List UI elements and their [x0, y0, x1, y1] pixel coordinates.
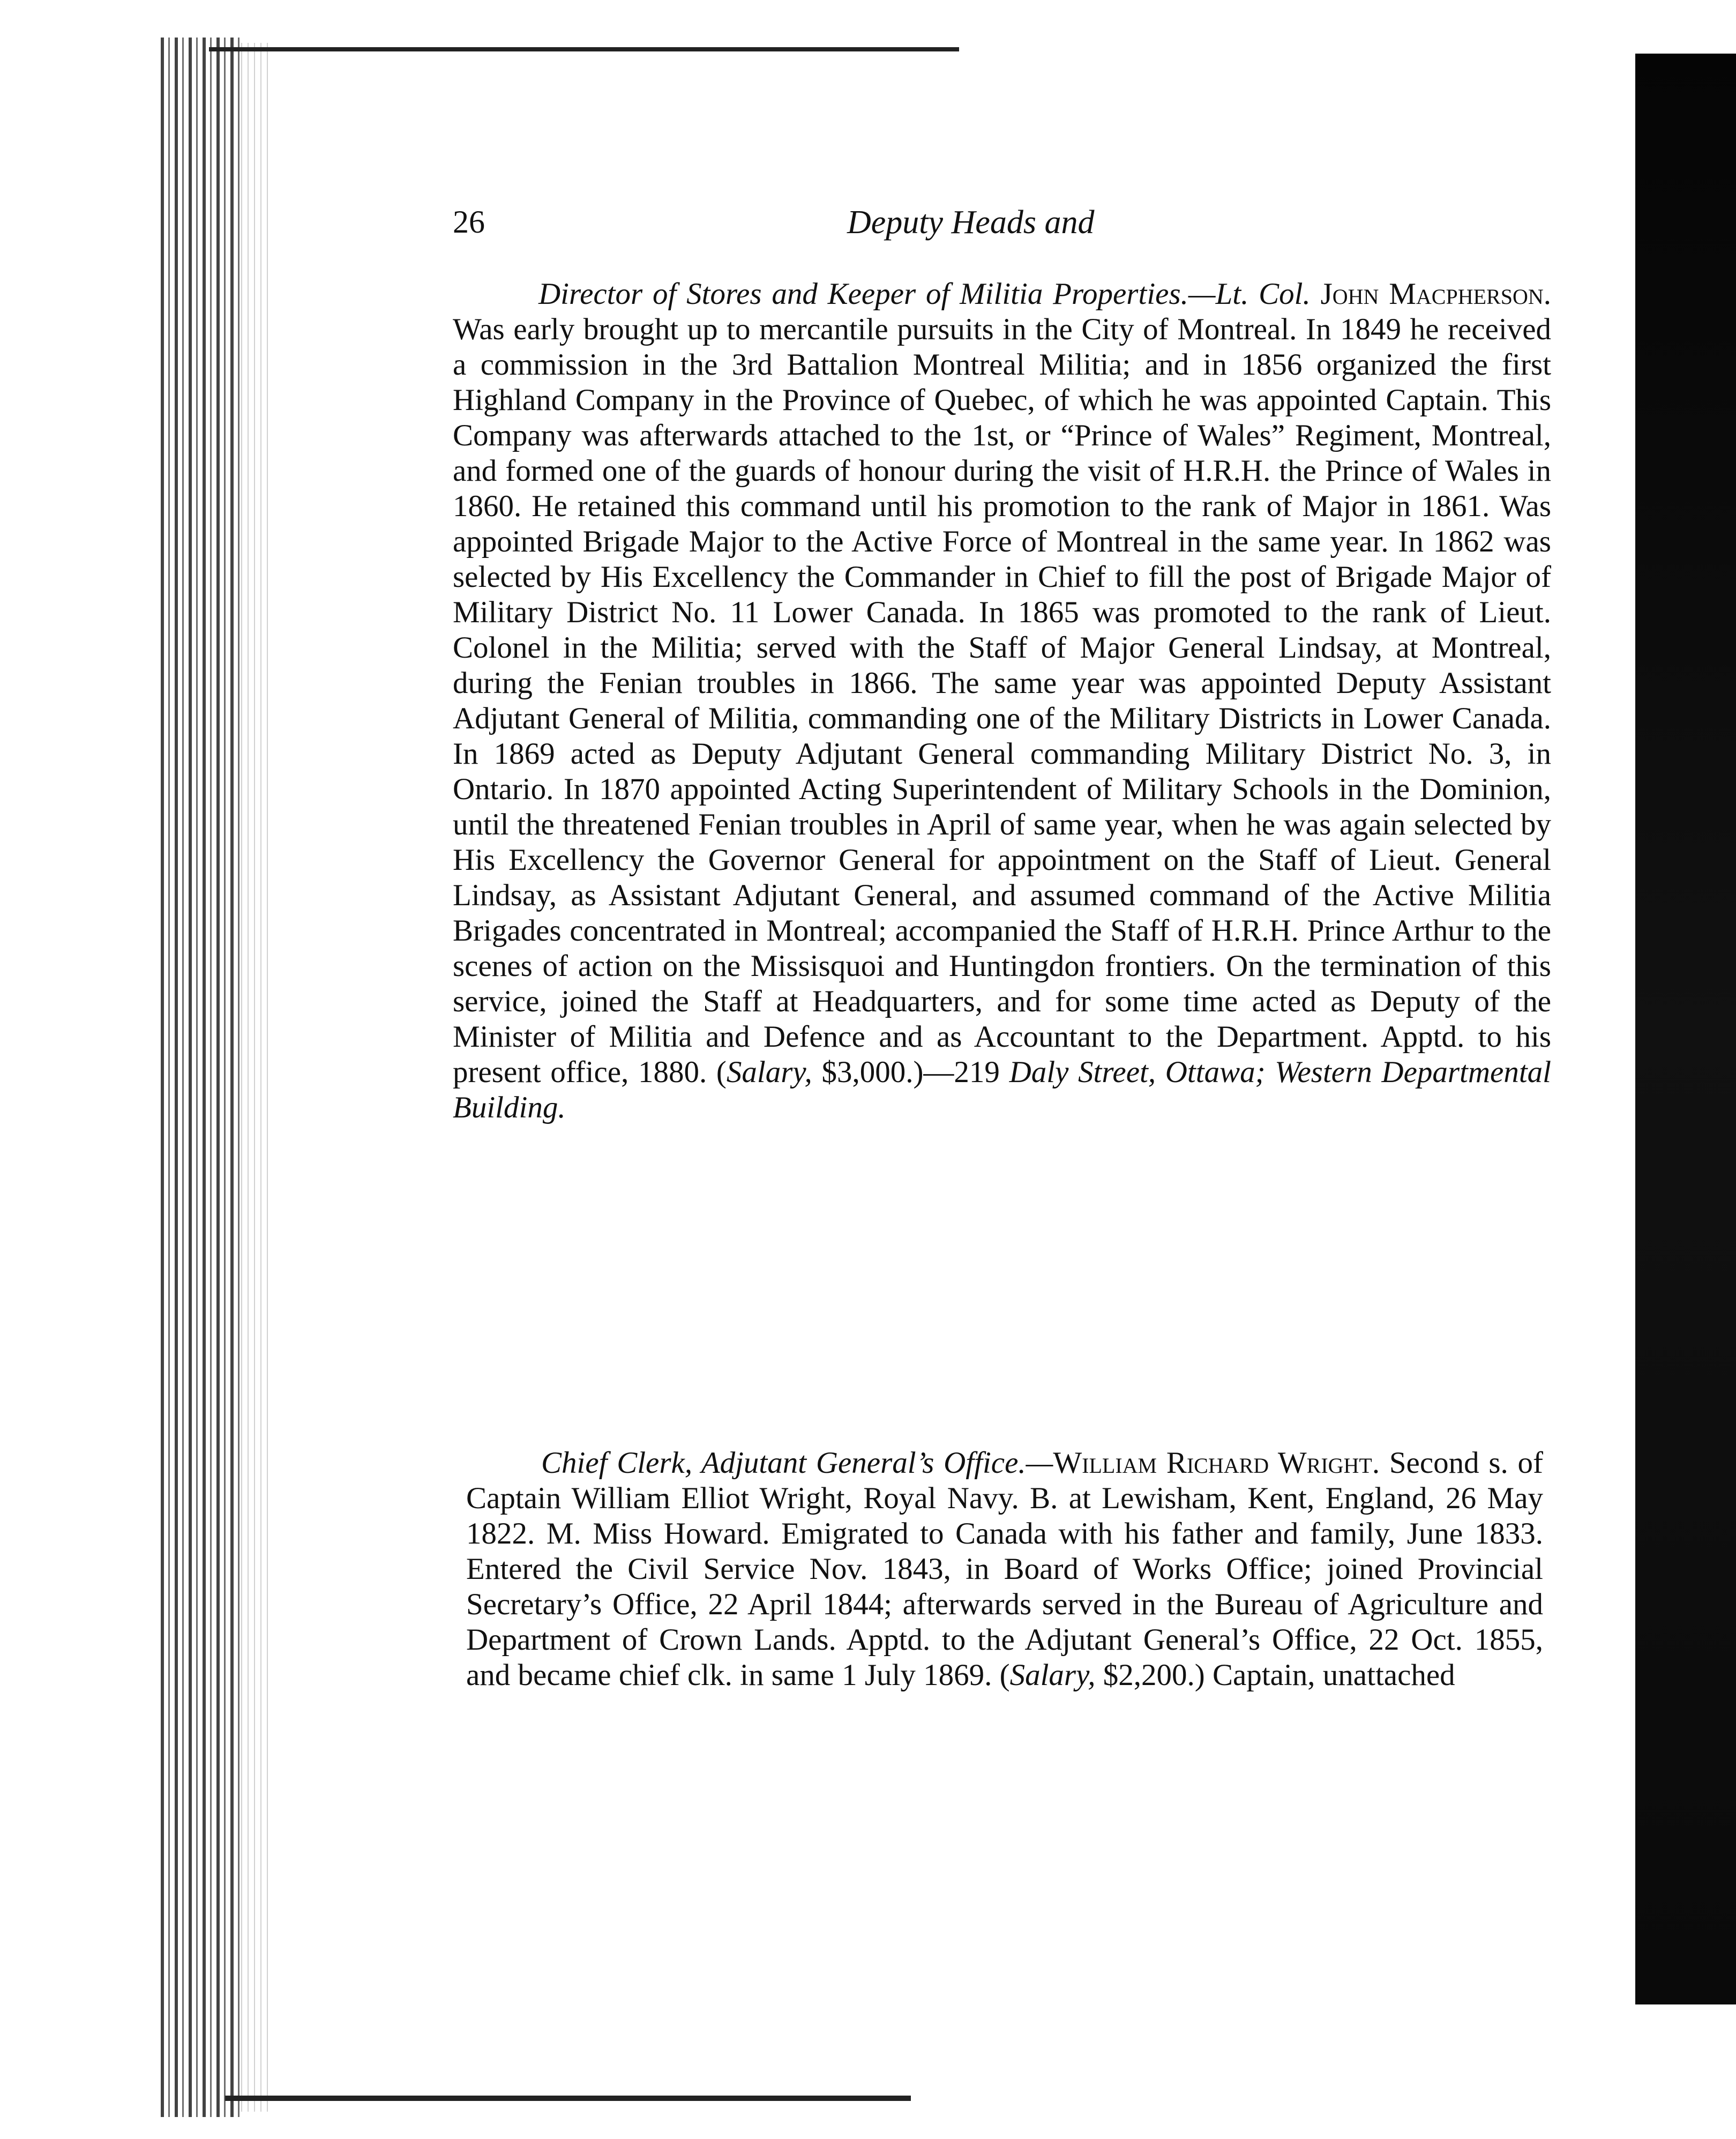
entry-name: John Macpherson. — [1320, 277, 1552, 311]
entry-chief-clerk — [466, 1445, 1543, 1693]
salary-label: Salary, — [726, 1055, 812, 1089]
entry-text: Second s. of Captain William Elliot Wright, Royal Navy. B. at Lewisham, Kent, England, 26 May 1822. M. Miss Howard. Emigrated to Canada with his father and family, June 1833. Entered the Civil Service Nov. 1843, in Board of Works Office; joined Provincial Secretary’s Office, 22 April 1844; afterwards served in the Bureau of Agriculture and Department of Crown Lands. Apptd. to the Adjutant General’s Office, 22 Oct. 1855, and became chief clk. in same 1 July 1869. ( — [466, 1446, 1543, 1692]
top-page-edge — [209, 47, 959, 51]
book-binding-shadow — [161, 38, 241, 2117]
entry-director-of-stores — [453, 277, 1551, 1126]
salary-value: $2,200.) Captain, unattached — [1095, 1658, 1455, 1692]
page-header — [453, 204, 1578, 247]
page-number: 26 — [453, 204, 485, 240]
salary-value: $3,000.)—219 — [812, 1055, 1009, 1089]
entry-text: Was early brought up to mercantile pursuits in the City of Montreal. In 1849 he received a commission in the 3rd Battalion Montreal Militia; and in 1856 organized the first Highland Company in the Province of Quebec, of which he was appointed Captain. This Company was afterwards attached to the 1st, or “Prince of Wales” Regiment, Montreal, and formed one of the guards of honour during the visit of H.R.H. the Prince of Wales in 1860. He retained this command until his promotion to the rank of Major in 1861. Was appointed Brigade Major to the Active Force of Montreal in the same year. In 1862 was selected by His Excellency the Commander in Chief to fill the post of Brigade Major of Military District No. 11 Lower Canada. In 1865 was promoted to the rank of Lieut. Colonel in the Militia; served with the Staff of Major General Lindsay, at Montreal, during the Fenian troubles in 1866. The same year was appointed Deputy Assistant Adjutant General of Militia, commanding one of the Military Districts in Lower Canada. In 1869 acted as Deputy Adjutant General commanding Military District No. 3, in Ontario. In 1870 appointed Acting Superintendent of Military Schools in the Dominion, until the threatened Fenian troubles in April of same year, when he was again selected by His Excellency the Governor General for appointment on the Staff of Lieut. General Lindsay, as Assistant Adjutant General, and assumed command of the Active Militia Brigades concentrated in Montreal; accompanied the Staff of H.R.H. Prince Arthur to the scenes of action on the Missisquoi and Huntingdon frontiers. On the termination of this service, joined the Staff at Headquarters, and for some time acted as Deputy of the Minister of Militia and Defence and as Accountant to the Department. Apptd. to his present office, 1880. ( — [453, 312, 1551, 1089]
entry-title: Chief Clerk, Adjutant General’s Office.— — [541, 1446, 1053, 1480]
entry-title: Director of Stores and Keeper of Militia Properties.—Lt. Col. — [538, 277, 1311, 311]
entry-name: William Richard Wright. — [1053, 1446, 1380, 1480]
entry-address: Daly Street, Ottawa; Western Departmental Building. — [453, 1055, 1552, 1124]
running-head: Deputy Heads and — [847, 204, 1095, 241]
right-scan-edge — [1635, 54, 1736, 2004]
bottom-page-edge — [225, 2096, 911, 2101]
binding-shadow-fade — [241, 43, 273, 2112]
salary-label: Salary, — [1009, 1658, 1096, 1692]
